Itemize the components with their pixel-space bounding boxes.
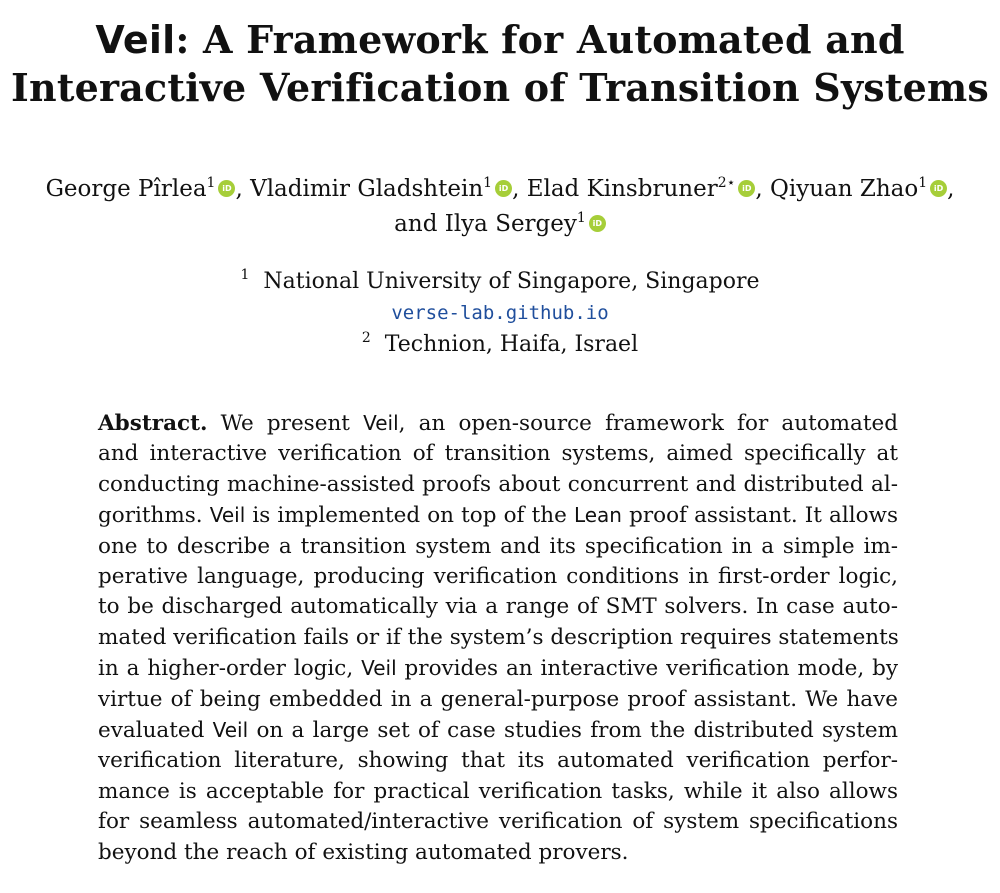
abstract-line xyxy=(98,623,898,653)
author-list xyxy=(0,172,1000,242)
author-qiyuan-zhao xyxy=(770,176,947,202)
affiliation-text: Technion, Haifa, Israel xyxy=(384,332,639,357)
abstract-text: mance is acceptable for practical verification tasks, while it also allows xyxy=(98,778,898,804)
orcid-icon[interactable] xyxy=(495,180,512,197)
title-system-name: Veil xyxy=(95,18,176,62)
abstract-line xyxy=(98,777,898,807)
abstract-line xyxy=(98,685,898,715)
abstract-text: beyond the reach of existing automated provers. xyxy=(98,839,629,865)
author-name: Elad Kinsbruner xyxy=(526,176,718,202)
affiliation-text: National University of Singapore, Singapore xyxy=(263,269,760,294)
author-name: George Pîrlea xyxy=(45,176,207,202)
author-separator: , xyxy=(512,176,527,202)
paper-title xyxy=(0,16,1000,111)
abstract-line xyxy=(98,807,898,837)
abstract xyxy=(98,408,898,868)
abstract-line xyxy=(98,838,898,868)
orcid-icon[interactable] xyxy=(738,180,755,197)
affiliation-1 xyxy=(0,266,1000,297)
abstract-line xyxy=(98,592,898,622)
abstract-line xyxy=(98,408,898,439)
abstract-line xyxy=(98,470,898,500)
abstract-text: is implemented on top of the xyxy=(245,503,574,529)
author-affil-mark: 1 xyxy=(918,175,928,191)
abstract-text: in a higher-order logic, xyxy=(98,656,362,682)
author-separator: , xyxy=(947,176,955,202)
author-ilya-sergey xyxy=(445,211,606,237)
abstract-text: for seamless automated/interactive verification of system specifications xyxy=(98,809,898,835)
abstract-line xyxy=(98,746,898,776)
abstract-line xyxy=(98,500,898,531)
affiliation-1-link xyxy=(0,297,1000,329)
affiliation-mark: 1 xyxy=(240,267,250,283)
author-vladimir-gladshtein xyxy=(250,176,512,202)
abstract-text: and interactive verification of transition systems, aimed specifically at xyxy=(98,441,898,467)
abstract-line xyxy=(98,439,898,469)
affiliations xyxy=(0,266,1000,360)
abstract-text: to be discharged automatically via a range of SMT solvers. In case auto- xyxy=(98,594,898,620)
abstract-text: , an open-source framework for automated xyxy=(398,411,898,436)
author-affil-mark: 1 xyxy=(206,175,216,191)
abstract-text: gorithms. xyxy=(98,503,210,529)
title-line-1-rest: : A Framework for Automated and xyxy=(175,17,905,62)
abstract-text: on a large set of case studies from the distributed system xyxy=(248,718,898,744)
orcid-icon[interactable] xyxy=(218,180,235,197)
abstract-line xyxy=(98,532,898,562)
abstract-text: provides an interactive verification mode, by xyxy=(396,656,898,682)
abstract-system-name: Lean xyxy=(573,503,622,528)
author-elad-kinsbruner xyxy=(527,176,756,202)
orcid-icon[interactable] xyxy=(930,180,947,197)
abstract-text: verification literature, showing that its automated verification perfor- xyxy=(98,748,898,774)
lab-website-link[interactable]: verse-lab.github.io xyxy=(391,302,609,324)
author-separator: , xyxy=(235,176,251,202)
abstract-line xyxy=(98,715,898,746)
abstract-text: mated verification fails or if the system’s description requires statements xyxy=(98,624,899,650)
author-name: Qiyuan Zhao xyxy=(769,176,919,202)
abstract-system-name: Veil xyxy=(363,411,399,435)
author-affil-mark: 1 xyxy=(576,210,586,226)
author-and: and xyxy=(394,211,445,237)
affiliation-2 xyxy=(0,329,1000,360)
abstract-line xyxy=(98,562,898,592)
abstract-text: evaluated xyxy=(98,718,213,744)
abstract-text: virtue of being embedded in a general-purpose proof assistant. We have xyxy=(98,686,898,712)
author-name: Ilya Sergey xyxy=(444,211,577,237)
abstract-text: proof assistant. It allows xyxy=(621,503,898,529)
author-george-pirlea xyxy=(46,176,236,202)
abstract-system-name: Veil xyxy=(209,503,246,528)
abstract-text: perative language, producing verification conditions in first-order logic, xyxy=(98,564,898,590)
abstract-text: conducting machine-assisted proofs about concurrent and distributed al- xyxy=(98,471,898,497)
author-separator: , xyxy=(755,176,770,202)
title-line-2: Interactive Verification of Transition Systems xyxy=(11,65,989,110)
author-name: Vladimir Gladshtein xyxy=(250,176,484,202)
abstract-label: Abstract. xyxy=(98,411,208,436)
abstract-text: We present xyxy=(207,411,364,436)
author-affil-mark: 1 xyxy=(483,175,493,191)
abstract-text: one to describe a transition system and its specification in a simple im- xyxy=(98,533,898,559)
abstract-system-name: Veil xyxy=(212,718,249,743)
abstract-line xyxy=(98,653,898,684)
affiliation-mark: 2 xyxy=(361,330,371,346)
author-affil-mark: 2⋆ xyxy=(717,175,736,191)
abstract-system-name: Veil xyxy=(361,656,397,681)
orcid-icon[interactable] xyxy=(589,215,606,232)
